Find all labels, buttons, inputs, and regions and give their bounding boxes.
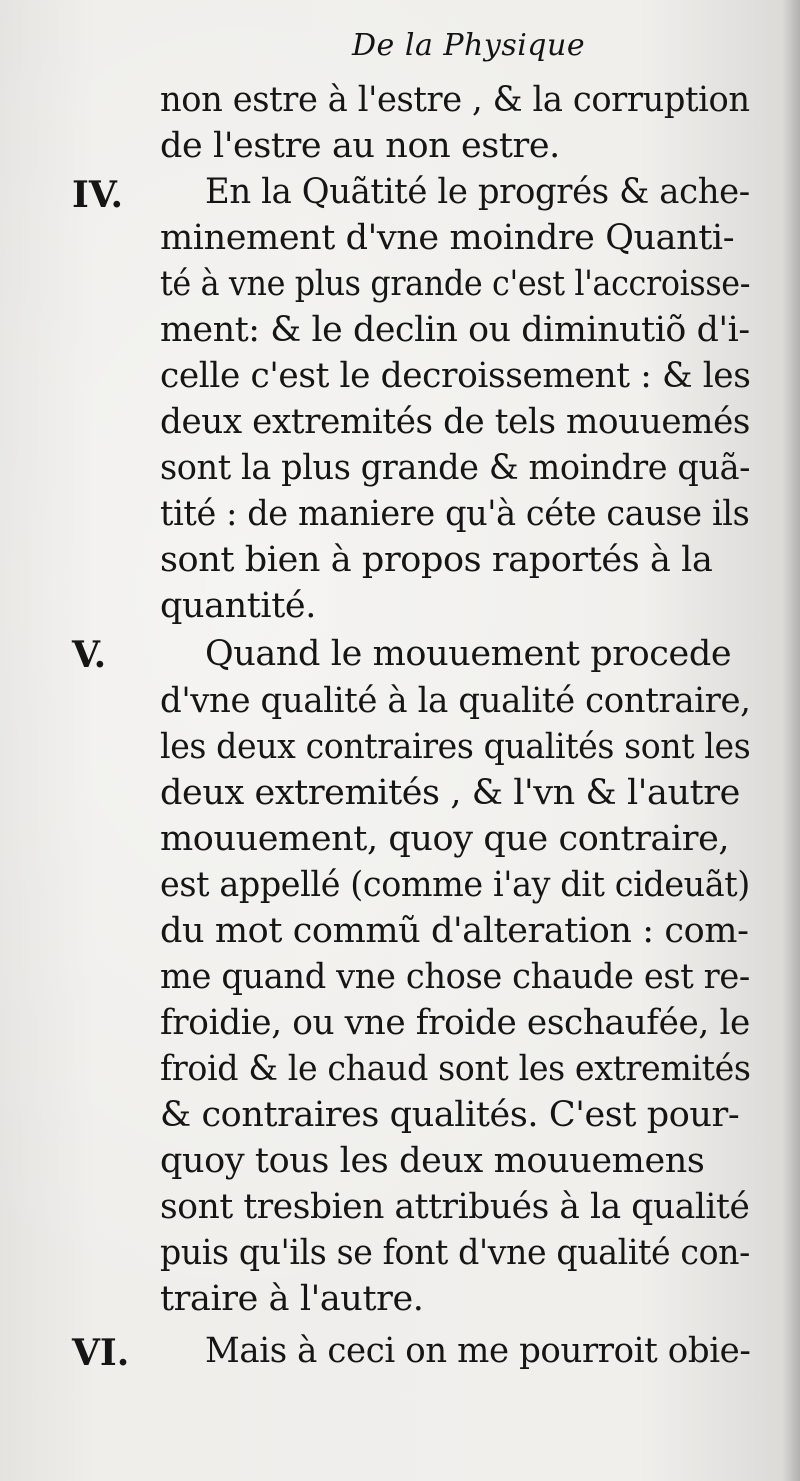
text-line: ment: & le declin ou diminutiõ d'i- <box>160 310 750 350</box>
text-line: froidie, ou vne froide eschaufée, le <box>160 1003 750 1043</box>
text-line: froid & le chaud sont les extremités <box>160 1049 751 1089</box>
text-line: deux extremités , & l'vn & l'autre <box>160 773 740 813</box>
section-marker-v: V. <box>72 634 107 676</box>
text-line: quoy tous les deux mouuemens <box>160 1141 705 1181</box>
text-line: sont la plus grande & moindre quã- <box>160 448 751 488</box>
text-line: deux extremités de tels mouuemés <box>160 402 751 442</box>
text-line: minement d'vne moindre Quanti- <box>160 218 735 258</box>
text-line: d'vne qualité à la qualité contraire, <box>160 681 751 721</box>
text-line: Quand le mouuement procede <box>205 634 732 674</box>
text-line: de l'estre au non estre. <box>160 126 560 166</box>
text-line: non estre à l'estre , & la corruption <box>160 80 750 120</box>
text-line: les deux contraires qualités sont les <box>160 727 751 767</box>
section-marker-iv: IV. <box>72 174 124 216</box>
text-line: & contraires qualités. C'est pour- <box>160 1095 740 1135</box>
text-line: sont bien à propos raportés à la <box>160 540 713 580</box>
text-line: me quand vne chose chaude est re- <box>160 957 750 997</box>
text-line: Mais à ceci on me pourroit obie- <box>205 1331 751 1371</box>
section-marker-vi: VI. <box>72 1332 130 1374</box>
text-line: En la Quãtité le progrés & ache- <box>205 172 750 212</box>
text-line: tité : de maniere qu'à céte cause ils <box>160 494 750 534</box>
page-gutter-shadow <box>782 0 800 1481</box>
text-line: est appellé (comme i'ay dit cideuãt) <box>160 865 750 905</box>
text-line: mouuement, quoy que contraire, <box>160 819 730 859</box>
text-line: puis qu'ils se font d'vne qualité con- <box>160 1233 750 1273</box>
text-line: celle c'est le decroissement : & les <box>160 356 751 396</box>
text-line: quantité. <box>160 586 316 626</box>
text-line: du mot commũ d'alteration : com- <box>160 911 749 951</box>
text-line: traire à l'autre. <box>160 1279 424 1319</box>
running-head: De la Physique <box>352 28 586 63</box>
text-line: té à vne plus grande c'est l'accroisse- <box>160 264 751 304</box>
text-line: sont tresbien attribués à la qualité <box>160 1187 750 1227</box>
